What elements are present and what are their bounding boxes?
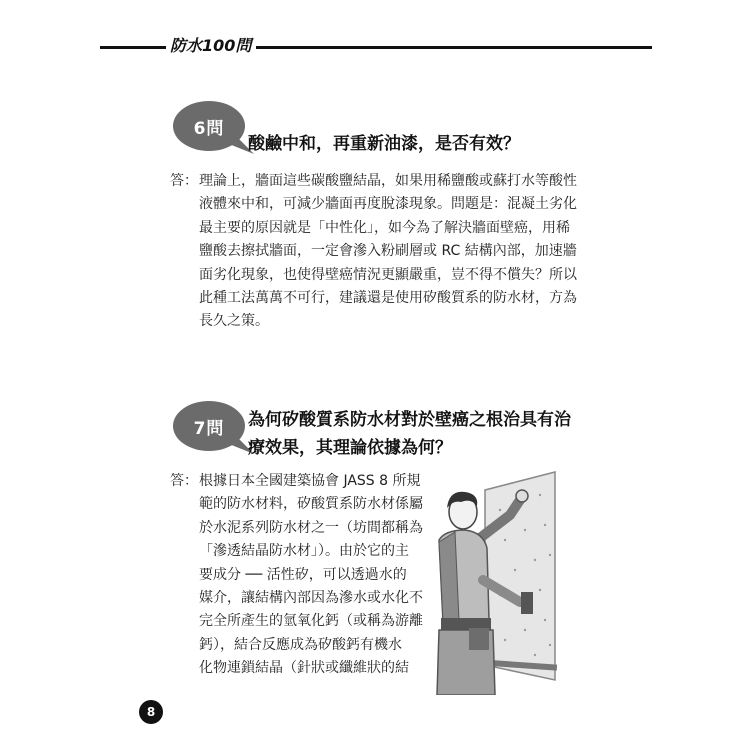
question-6-title: 酸鹼中和，再重新油漆，是否有效？ — [248, 134, 520, 154]
question-7-number: 7問 — [193, 418, 225, 439]
header-rule-right — [256, 46, 652, 49]
question-7-title: 為何矽酸質系防水材對於壁癌之根治具有治 療效果，其理論依據為何？ — [248, 410, 571, 458]
page-number: 8 — [139, 700, 163, 724]
answer-7-text: 根據日本全國建築協會 JASS 8 所規 範的防水材料，矽酸質系防水材係屬 於水泥系列防水材之一（坊間都稱為 「滲透結晶防水材」）。由於它的主 要成分 ── 活性矽，可以透過水的 媒介，讓結構內部因為滲水或水化不 完全所產生的氫氧化鈣（或稱為游離 鈣），結合反應成為矽酸鈣有機水 化物連鎖結晶（針狀或纖維狀的結 — [199, 473, 423, 677]
question-6-number: 6問 — [193, 118, 225, 139]
running-header — [100, 36, 652, 54]
question-7-badge — [172, 400, 256, 464]
worker-illustration — [425, 470, 565, 699]
answer-6-label: 答： — [170, 173, 198, 189]
answer-7-label: 答： — [170, 473, 198, 489]
book-title: 防水100問 — [170, 36, 252, 55]
header-rule-left — [100, 46, 166, 49]
answer-6-text: 理論上，牆面這些碳酸鹽結晶，如果用稀鹽酸或蘇打水等酸性 液體來中和，可減少牆面再度脫漆現象。問題是：混凝土劣化 最主要的原因就是「中性化」，如今為了解決牆面壁癌，用稀 鹽酸去擦拭牆面，一定會滲入粉刷層或 RC 結構內部，加速牆 面劣化現象，也使得壁癌情況更顯嚴重，豈不得不償失？所以 此種工法萬萬不可行，建議還是使用矽酸質系的防水材，方為 長久之策。 — [199, 173, 577, 330]
question-6-badge — [172, 100, 256, 164]
